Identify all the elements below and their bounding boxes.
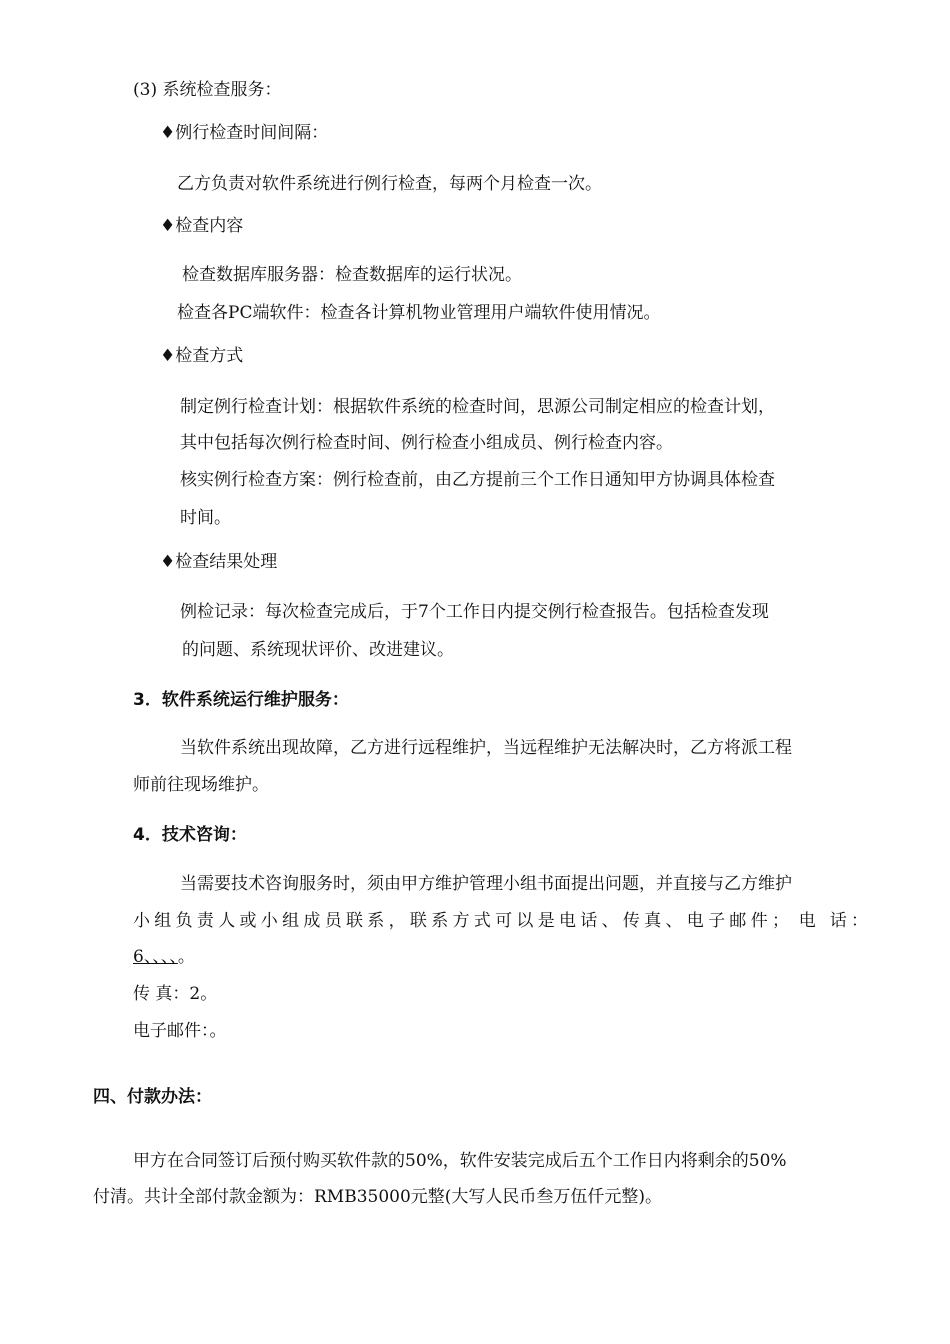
consulting-heading: 4．技术咨询： — [133, 825, 247, 845]
payment-heading: 四、付款办法： — [93, 1087, 212, 1107]
inspection-heading: (3) 系统检查服务： — [133, 80, 282, 100]
maintenance-heading: 3．软件系统运行维护服务： — [133, 690, 349, 710]
method-line-4: 时间。 — [180, 508, 231, 528]
maintenance-line-2: 师前往现场维护。 — [133, 775, 269, 795]
phone-line — [133, 946, 195, 968]
content-line-pc: 检查各PC端软件：检查各计算机物业管理用户端软件使用情况。 — [177, 303, 661, 323]
email-line: 电子邮件：。 — [133, 1021, 227, 1041]
interval-text: 乙方负责对软件系统进行例行检查，每两个月检查一次。 — [177, 174, 602, 194]
consulting-line-2: 小组负责人或小组成员联系，联系方式可以是电话、传真、电子邮件； 电 话： — [133, 911, 868, 931]
method-title: ♦检查方式 — [160, 346, 244, 366]
result-line-1: 例检记录：每次检查完成后，于7个工作日内提交例行检查报告。包括检查发现 — [180, 602, 769, 622]
result-line-2: 的问题、系统现状评价、改进建议。 — [182, 640, 454, 660]
interval-title: ♦例行检查时间间隔： — [160, 123, 329, 143]
payment-line-1: 甲方在合同签订后预付购买软件款的50%，软件安装完成后五个工作日内将剩余的50% — [133, 1151, 787, 1171]
payment-line-2: 付清。共计全部付款金额为：RMB35000元整(大写人民币叁万伍仟元整)。 — [93, 1187, 663, 1207]
result-title: ♦检查结果处理 — [160, 552, 278, 572]
maintenance-line-1: 当软件系统出现故障，乙方进行远程维护，当远程维护无法解决时，乙方将派工程 — [180, 738, 792, 758]
phone-value: 6、、、、 — [133, 947, 178, 967]
consulting-line-1: 当需要技术咨询服务时，须由甲方维护管理小组书面提出问题，并直接与乙方维护 — [180, 874, 792, 894]
method-line-1: 制定例行检查计划：根据软件系统的检查时间，思源公司制定相应的检查计划， — [180, 397, 775, 417]
content-line-db: 检查数据库服务器：检查数据库的运行状况。 — [182, 265, 522, 285]
method-line-2: 其中包括每次例行检查时间、例行检查小组成员、例行检查内容。 — [180, 433, 673, 453]
phone-end: 。 — [177, 947, 195, 967]
fax-line: 传 真：2。 — [133, 984, 218, 1004]
content-title: ♦检查内容 — [160, 216, 244, 236]
method-line-3: 核实例行检查方案：例行检查前，由乙方提前三个工作日通知甲方协调具体检查 — [180, 470, 775, 490]
